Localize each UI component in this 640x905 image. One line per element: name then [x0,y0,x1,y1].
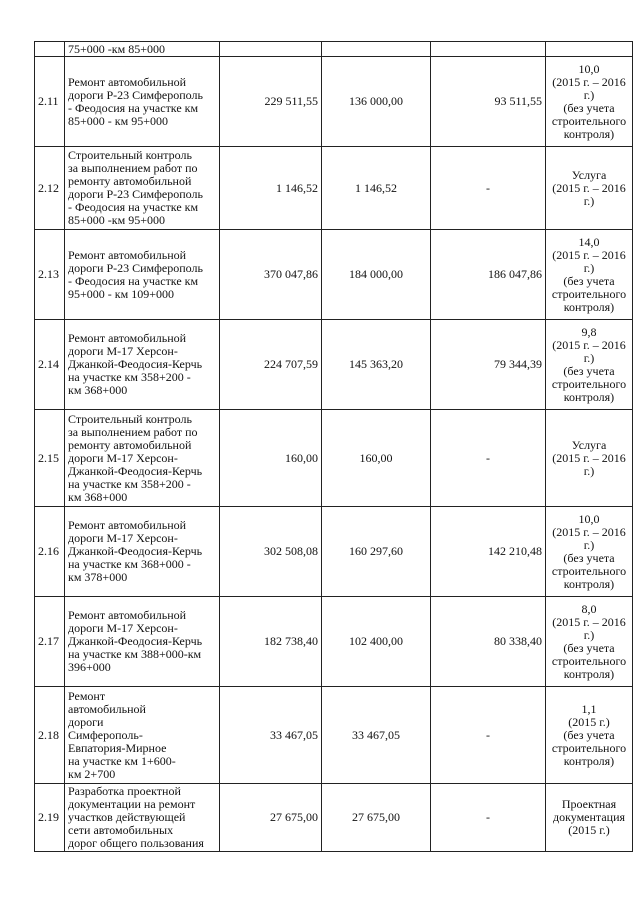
work-description [65,147,220,230]
work-description [65,230,220,320]
budget-amount [322,42,431,57]
length-note [546,147,633,230]
other-amount: - [431,687,546,784]
road-repair-table [34,41,633,852]
budget-amount: 160 297,60 [322,507,431,597]
name-line: автомобильной [68,701,146,716]
row-number: 2.16 [35,507,65,597]
name-line: Разработка проектной [68,784,181,798]
note-line: (2015 г. – 2016 [552,247,626,262]
name-line: Джанкой-Феодосия-Керчь [68,634,203,648]
total-amount: 370 047,86 [220,230,322,320]
name-line: Строительный контроль [68,148,192,162]
note-line: строительного [551,376,627,391]
note-line: (2015 г. – 2016 [552,180,626,195]
note-line: контроля) [563,753,615,768]
note-line: контроля) [563,389,615,404]
work-description [65,597,220,687]
length-note [546,57,633,147]
total-amount: 33 467,05 [220,687,322,784]
name-line: на участке км 388+000-км [68,647,202,661]
note-line: 10,0 [578,61,600,76]
note-line: г.) [583,463,595,478]
other-amount: - [431,410,546,507]
budget-amount: 145 363,20 [322,320,431,410]
name-line: 85+000 - км 95+000 [68,113,168,128]
note-line: (2015 г. – 2016 [552,450,626,465]
table-row [35,57,633,147]
note-line: (2015 г. – 2016 [552,524,626,539]
work-description [65,42,220,57]
note-line: (2015 г. – 2016 [552,614,626,629]
note-line: 8,0 [581,601,597,616]
name-line: дорог общего пользования [68,836,204,850]
name-line: Ремонт автомобильной [68,608,187,622]
name-line: на участке км 1+600- [68,753,176,768]
name-line: дороги М-17 Херсон- [68,450,178,465]
name-line: ремонту автомобильной [68,174,192,188]
note-line: г.) [583,350,595,365]
note-line: строительного [551,563,627,578]
note-line: (без учета [563,363,615,378]
note-line: (без учета [563,640,615,655]
name-line: км 368+000 [68,489,128,504]
budget-amount: 27 675,00 [322,784,431,852]
length-note [546,410,633,507]
name-line: Ремонт автомобильной [68,331,187,345]
other-amount: - [431,147,546,230]
name-line: ремонту автомобильной [68,437,192,452]
name-line: на участке км 358+200 - [68,370,191,384]
total-amount: 182 738,40 [220,597,322,687]
other-amount: 80 338,40 [431,597,546,687]
name-line: - Феодосия на участке км [68,273,199,288]
name-line: - Феодосия на участке км [68,100,199,115]
note-line: (без учета [563,550,615,565]
name-line: дороги М-17 Херсон- [68,621,178,635]
row-number: 2.19 [35,784,65,852]
note-line: строительного [551,286,627,301]
name-line: дороги Р-23 Симферополь [68,187,203,201]
budget-amount: 184 000,00 [322,230,431,320]
name-line: дороги [68,714,104,729]
note-line: строительного [551,740,627,755]
row-number: 2.17 [35,597,65,687]
work-description [65,687,220,784]
total-amount: 224 707,59 [220,320,322,410]
note-line: (без учета [563,100,615,115]
note-line: г.) [583,87,595,102]
note-line: 9,8 [581,324,597,339]
note-line: 14,0 [578,234,600,249]
name-line: за выполнением работ по [68,424,198,439]
name-line: Симферополь- [68,727,143,742]
note-line: строительного [551,113,627,128]
note-line: г.) [583,260,595,275]
table-row [35,784,633,852]
note-line: (2015 г.) [568,823,610,837]
table-row [35,597,633,687]
note-line: (без учета [563,727,615,742]
length-note [546,320,633,410]
other-amount: 142 210,48 [431,507,546,597]
name-line: дороги Р-23 Симферополь [68,260,203,275]
other-amount: 79 344,39 [431,320,546,410]
work-description [65,410,220,507]
work-description [65,320,220,410]
total-amount: 302 508,08 [220,507,322,597]
length-note [546,597,633,687]
other-amount: 186 047,86 [431,230,546,320]
name-line: 75+000 -км 85+000 [68,41,165,56]
name-line: Ремонт автомобильной [68,247,187,262]
length-note [546,784,633,852]
note-line: (без учета [563,273,615,288]
name-line: км 378+000 [68,570,128,584]
note-line: (2015 г. – 2016 [552,337,626,352]
name-line: Джанкой-Феодосия-Керчь [68,463,203,478]
row-number: 2.14 [35,320,65,410]
row-number: 2.15 [35,410,65,507]
note-line: г.) [583,627,595,642]
name-line: дороги М-17 Херсон- [68,344,178,358]
note-line: 1,1 [581,701,597,716]
table-row [35,147,633,230]
work-description [65,57,220,147]
table-row [35,42,633,57]
note-line: строительного [551,653,627,668]
row-number [35,42,65,57]
total-amount: 1 146,52 [220,147,322,230]
budget-amount: 102 400,00 [322,597,431,687]
name-line: - Феодосия на участке км [68,200,199,214]
name-line: Джанкой-Феодосия-Керчь [68,357,203,371]
row-number: 2.18 [35,687,65,784]
budget-amount: 33 467,05 [322,687,431,784]
note-line: г.) [583,193,595,208]
name-line: км 2+700 [68,766,116,781]
note-line: контроля) [563,576,615,591]
row-number: 2.12 [35,147,65,230]
total-amount [220,42,322,57]
note-line: контроля) [563,299,615,314]
note-line: (2015 г.) [568,714,610,729]
name-line: на участке км 358+200 - [68,476,191,491]
other-amount [431,42,546,57]
name-line: дороги М-17 Херсон- [68,531,178,545]
budget-amount: 136 000,00 [322,57,431,147]
name-line: Строительный контроль [68,411,192,426]
budget-amount: 160,00 [322,410,431,507]
note-line: Услуга [571,437,607,452]
table-row [35,230,633,320]
name-line: Ремонт автомобильной [68,74,187,89]
row-number: 2.11 [35,57,65,147]
length-note [546,507,633,597]
name-line: 85+000 -км 95+000 [68,213,165,227]
name-line: Ремонт автомобильной [68,518,187,532]
table-row [35,507,633,597]
work-description [65,507,220,597]
name-line: за выполнением работ по [68,161,198,175]
name-line: 95+000 - км 109+000 [68,286,174,301]
total-amount: 160,00 [220,410,322,507]
note-line: Проектная [561,797,617,811]
note-line: Услуга [571,167,607,182]
note-line: контроля) [563,126,615,141]
budget-amount: 1 146,52 [322,147,431,230]
other-amount: - [431,784,546,852]
name-line: участков действующей [68,810,186,824]
name-line: сети автомобильных [68,823,174,837]
total-amount: 27 675,00 [220,784,322,852]
note-line: контроля) [563,666,615,681]
other-amount: 93 511,55 [431,57,546,147]
table-row [35,320,633,410]
note-line: г.) [583,537,595,552]
name-line: документации на ремонт [68,797,196,811]
name-line: на участке км 368+000 - [68,557,191,571]
name-line: Евпатория-Мирное [68,740,167,755]
length-note [546,687,633,784]
table-row [35,687,633,784]
length-note [546,42,633,57]
note-line: 10,0 [578,511,600,526]
total-amount: 229 511,55 [220,57,322,147]
name-line: 396+000 [68,660,111,674]
name-line: дороги Р-23 Симферополь [68,87,203,102]
name-line: Ремонт [68,688,106,703]
name-line: Джанкой-Феодосия-Керчь [68,544,203,558]
length-note [546,230,633,320]
note-line: (2015 г. – 2016 [552,74,626,89]
note-line: документация [552,810,626,824]
table-row [35,410,633,507]
name-line: км 368+000 [68,383,128,397]
work-description [65,784,220,852]
row-number: 2.13 [35,230,65,320]
